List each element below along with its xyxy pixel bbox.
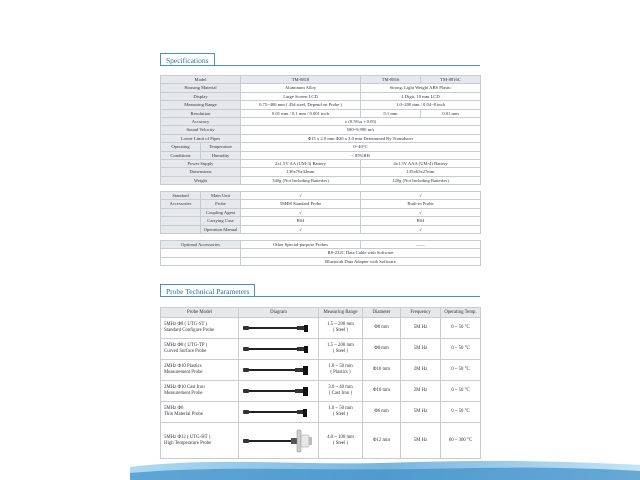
table-row xyxy=(161,208,481,216)
specifications-heading xyxy=(160,52,480,66)
table-row xyxy=(161,200,481,208)
probe-diagram xyxy=(239,423,319,459)
spec-value: 340g (Not Including Batteries) xyxy=(241,176,361,184)
probe-temp: 0 ~ 50 °C xyxy=(441,402,481,423)
probe-diagram xyxy=(239,360,319,381)
probe-diagram xyxy=(239,402,319,423)
spec-label: Dimensions xyxy=(161,168,241,176)
temp-header: Operating Temp. xyxy=(441,308,481,318)
probe-temp: 0 ~ 50 °C xyxy=(441,318,481,339)
specifications-table xyxy=(160,75,481,185)
operating-group: Operating xyxy=(161,143,201,151)
table-row xyxy=(161,134,481,142)
table-row xyxy=(161,360,481,381)
spec-value: 0.75~400 mm ( 45# steel, Depend on Probe ) xyxy=(241,101,361,109)
table-row xyxy=(161,241,481,249)
spec-label: Weight xyxy=(161,176,241,184)
table-row xyxy=(161,423,481,459)
table-row xyxy=(161,143,481,151)
model-tm8816c: TM-8816C xyxy=(421,76,481,84)
optional-value: —— xyxy=(361,241,481,249)
accessory-value: √ xyxy=(361,225,481,233)
probe-parameters-title: Probe Technical Parameters xyxy=(160,284,255,297)
accessory-value: √ xyxy=(241,208,361,216)
specifications-title: Specifications xyxy=(160,53,215,66)
spec-value: 0~40°C xyxy=(241,143,481,151)
table-row xyxy=(161,160,481,168)
spec-value: 135x65x27mm xyxy=(361,168,481,176)
accessory-value: B04 xyxy=(241,217,361,225)
table-row xyxy=(161,308,481,318)
probe-cable-icon xyxy=(241,385,317,397)
accessories-table xyxy=(160,191,481,234)
accessory-value: 5MΦ8 Standard Probe xyxy=(241,200,361,208)
accessory-value: √ xyxy=(361,192,481,200)
accessory-value: B04 xyxy=(361,217,481,225)
diagram-header: Diagram xyxy=(239,308,319,318)
probe-diameter: Φ10 mm xyxy=(363,360,401,381)
blank-cell xyxy=(161,249,241,257)
probe-model: 5MHz Φ8 ( UTG-ST ) Standard Configure Probe xyxy=(161,318,239,339)
accessory-label: Main Unit xyxy=(201,192,241,200)
model-tm8818: TM-8818 xyxy=(241,76,361,84)
probe-range: 1.0 ~ 50 mm ( Plastics ) xyxy=(319,360,363,381)
probe-temp: 0 ~ 50 °C xyxy=(441,360,481,381)
spec-label: Resolution xyxy=(161,109,241,117)
spec-label: Power Supply xyxy=(161,160,241,168)
spec-value: Large Screen LCD xyxy=(241,92,361,100)
table-row xyxy=(161,225,481,233)
range-header: Measuring Range xyxy=(319,308,363,318)
spec-value: 0.01 mm / 0.1 mm / 0.001 inch xyxy=(241,109,361,117)
probe-model: 5MHz Φ8 ( UTG-TP ) Curved Surface Probe xyxy=(161,339,239,360)
probe-model: 5MHz Φ6 Thin Material Probe xyxy=(161,402,239,423)
table-row xyxy=(161,109,481,117)
optional-value: Bluetooth Data Adapter with Software xyxy=(241,257,481,265)
probe-cable-icon xyxy=(241,364,317,376)
model-tm8816: TM-8816 xyxy=(361,76,421,84)
spec-label: Humidity xyxy=(201,151,241,159)
blank-cell xyxy=(161,257,241,265)
table-row xyxy=(161,318,481,339)
table-row xyxy=(161,168,481,176)
table-row xyxy=(161,381,481,402)
model-header: Model xyxy=(161,76,241,84)
table-row xyxy=(161,101,481,109)
spec-label: Measuring Range xyxy=(161,101,241,109)
optional-label: Optional Accessories xyxy=(161,241,241,249)
blank-cell xyxy=(161,217,201,225)
standard-label: Standard xyxy=(161,192,201,200)
probe-diameter: Φ6 mm xyxy=(363,402,401,423)
spec-value: < 85%RH xyxy=(241,151,481,159)
probe-frequency: 5M Hz xyxy=(401,339,441,360)
spec-value: 1.0~200 mm / 0.04~8 inch xyxy=(361,101,481,109)
table-row xyxy=(161,249,481,257)
spec-value: 0.1 mm xyxy=(361,109,421,117)
probe-parameters-heading xyxy=(160,283,480,297)
table-row xyxy=(161,176,481,184)
probe-range: 4.0 ~ 100 mm ( Steel ) xyxy=(319,423,363,459)
table-row xyxy=(161,402,481,423)
frequency-header: Frequency xyxy=(401,308,441,318)
table-row xyxy=(161,217,481,225)
table-row xyxy=(161,257,481,265)
spec-label: Display xyxy=(161,92,241,100)
optional-value: Other Special-purpose Probes xyxy=(241,241,361,249)
probe-frequency: 2M Hz xyxy=(401,381,441,402)
spec-value: 2x1.5V AA (UM-3) Battery xyxy=(241,160,361,168)
table-row xyxy=(161,151,481,159)
accessory-value: Built-in Probe xyxy=(361,200,481,208)
probe-diameter: Φ10 mm xyxy=(363,381,401,402)
probe-model: 2MHz Φ10 Cast Iron Measurement Probe xyxy=(161,381,239,402)
probe-diagram xyxy=(239,318,319,339)
blank-cell xyxy=(161,208,201,216)
accessory-value: √ xyxy=(241,225,361,233)
table-row xyxy=(161,76,481,84)
table-row xyxy=(161,92,481,100)
probe-frequency: 2M Hz xyxy=(401,360,441,381)
spec-value: 130x76x32mm xyxy=(241,168,361,176)
spec-label: Lower Limit of Pipes xyxy=(161,134,241,142)
probe-table xyxy=(160,307,481,459)
probe-frequency: 5M Hz xyxy=(401,423,441,459)
accessory-label: Coupling Agent xyxy=(201,208,241,216)
diameter-header: Diameter xyxy=(363,308,401,318)
spec-value: Aluminum Alloy xyxy=(241,84,361,92)
optional-accessories-table xyxy=(160,240,481,266)
probe-diameter: Φ8 mm xyxy=(363,318,401,339)
table-row xyxy=(161,192,481,200)
conditions-group: Conditions xyxy=(161,151,201,159)
probe-model: 5MHz Φ12 ( UTG-HT ) High Temperature Probe xyxy=(161,423,239,459)
probe-model-header: Probe Model xyxy=(161,308,239,318)
optional-value: RS-232C Data Cable with Software xyxy=(241,249,481,257)
accessory-label: Operation Manual xyxy=(201,225,241,233)
probe-cable-icon xyxy=(241,406,317,418)
table-row xyxy=(161,126,481,134)
spec-value: 500~9,990 m/s xyxy=(241,126,481,134)
spec-value: 0.01 mm xyxy=(421,109,481,117)
probe-frequency: 5M Hz xyxy=(401,318,441,339)
spec-value: Strong, Light Weight ABS Plastic xyxy=(361,84,481,92)
probe-diameter: Φ8 mm xyxy=(363,339,401,360)
spec-label: Temperature xyxy=(201,143,241,151)
probe-diagram xyxy=(239,381,319,402)
probe-cable-icon xyxy=(241,344,317,354)
probe-diameter: Φ12 mm xyxy=(363,423,401,459)
footer-wave-decoration xyxy=(0,455,640,480)
accessory-value: √ xyxy=(241,192,361,200)
probe-temp: 0 ~ 50 °C xyxy=(441,339,481,360)
spec-value: ± (0.5%n + 0.05) xyxy=(241,118,481,126)
table-row xyxy=(161,339,481,360)
spec-value: 4x1.5V AAA (UM-4) Battery xyxy=(361,160,481,168)
probe-range: 1.5 ~ 200 mm ( Steel ) xyxy=(319,318,363,339)
accessory-label: Probe xyxy=(201,200,241,208)
spec-label: Sound Velocity xyxy=(161,126,241,134)
spec-value: 120g (Not Including Batteries) xyxy=(361,176,481,184)
accessory-label: Carrying Case xyxy=(201,217,241,225)
high-temp-probe-icon xyxy=(241,426,317,456)
table-row xyxy=(161,118,481,126)
probe-model: 2MHz Φ10 Plastics Measurement Probe xyxy=(161,360,239,381)
blank-cell xyxy=(161,225,201,233)
spec-label: Accuracy xyxy=(161,118,241,126)
probe-range: 1.5 ~ 200 mm ( Steel ) xyxy=(319,339,363,360)
probe-range: 3.0 ~ 40 mm ( Cast Iron ) xyxy=(319,381,363,402)
probe-frequency: 5M Hz xyxy=(401,402,441,423)
probe-cable-icon xyxy=(241,323,317,333)
spec-label: Housing Material xyxy=(161,84,241,92)
accessories-label: Accessories xyxy=(161,200,201,208)
probe-temp: 0 ~ 50 °C xyxy=(441,381,481,402)
probe-diagram xyxy=(239,339,319,360)
spec-value: 4 Digit, 10 mm LCD xyxy=(361,92,481,100)
table-row xyxy=(161,84,481,92)
accessory-value: √ xyxy=(361,208,481,216)
probe-temp: 60 ~ 300 °C xyxy=(441,423,481,459)
spec-value: Φ15 x 2.0 mm Φ20 x 3.0 mm Determined By Transducer xyxy=(241,134,481,142)
probe-range: 1.0 ~ 50 mm ( Steel ) xyxy=(319,402,363,423)
